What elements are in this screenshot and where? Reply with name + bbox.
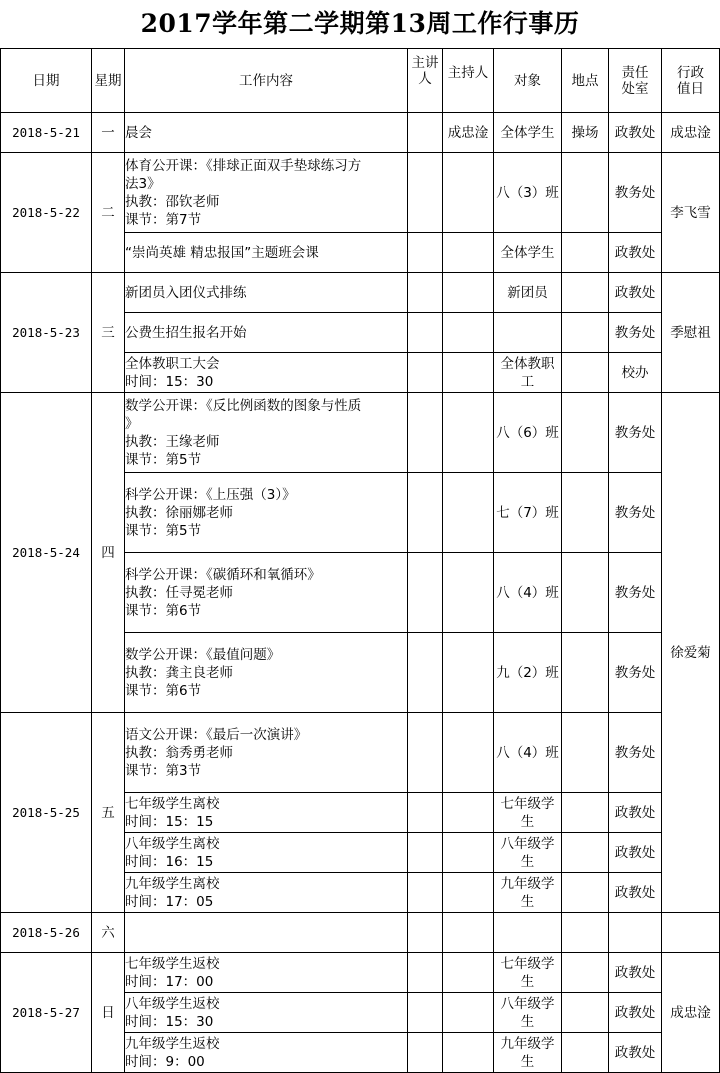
host-cell <box>443 633 494 713</box>
dept-cell: 教务处 <box>609 633 662 713</box>
audience-line: 八（4） <box>496 584 546 601</box>
header-date: 日期 <box>1 49 92 113</box>
dept-cell: 政教处 <box>609 1033 662 1073</box>
host-cell <box>443 353 494 393</box>
event-content <box>125 393 408 473</box>
location-cell <box>562 393 609 473</box>
audience-line: 全体教职 <box>500 355 555 372</box>
event-content-line: “崇尚英雄 精忠报国”主题班会课 <box>125 244 319 261</box>
table-row <box>1 393 720 473</box>
speaker-cell <box>408 633 443 713</box>
host-cell <box>443 953 494 993</box>
event-content <box>125 553 408 633</box>
event-content <box>125 153 408 233</box>
audience-cell <box>494 473 562 553</box>
audience-cell <box>494 393 562 473</box>
speaker-cell <box>408 153 443 233</box>
weekday-cell: 四 <box>92 393 125 713</box>
event-content-line: 执教：徐丽娜老师 <box>125 504 233 521</box>
event-content-line: 九年级学生离校 <box>125 875 220 892</box>
event-content-line: 课节：第3节 <box>125 762 202 779</box>
speaker-cell <box>408 273 443 313</box>
location-cell <box>562 233 609 273</box>
audience-line: 班 <box>545 664 559 681</box>
event-content-line: 》 <box>125 415 139 432</box>
location-cell <box>562 353 609 393</box>
audience-line: 生 <box>520 973 535 990</box>
table-row <box>1 153 720 233</box>
date-cell: 2018-5-27 <box>1 953 92 1073</box>
event-content-line: 课节：第5节 <box>125 451 202 468</box>
host-cell <box>443 553 494 633</box>
audience-cell <box>494 113 562 153</box>
weekday-cell: 五 <box>92 713 125 913</box>
audience-line: 生 <box>520 893 535 910</box>
event-content-line: 时间：15：15 <box>125 813 214 830</box>
speaker-cell <box>408 313 443 353</box>
event-content-line: 课节：第6节 <box>125 602 202 619</box>
header-row <box>1 49 720 113</box>
weekday-cell: 六 <box>92 913 125 953</box>
event-content <box>125 1033 408 1073</box>
dept-cell: 教务处 <box>609 313 662 353</box>
dept-cell: 教务处 <box>609 473 662 553</box>
header-dept <box>609 49 662 113</box>
audience-line: 八（6） <box>496 424 546 441</box>
event-content-line: 时间：17：05 <box>125 893 214 910</box>
event-content-line: 科学公开课：《上压强（3）》 <box>125 486 296 503</box>
location-cell <box>562 793 609 833</box>
date-cell: 2018-5-25 <box>1 713 92 913</box>
table-row <box>1 713 720 793</box>
audience-line: 九年级学 <box>500 875 555 892</box>
host-cell <box>443 913 494 953</box>
audience-line: 生 <box>520 1013 535 1030</box>
event-content-line: 时间：17：00 <box>125 973 214 990</box>
audience-cell <box>494 873 562 913</box>
host-cell <box>443 153 494 233</box>
audience-line: 七（7） <box>496 504 546 521</box>
event-content-line: 数学公开课：《反比例函数的图象与性质 <box>125 397 362 414</box>
dept-cell: 教务处 <box>609 393 662 473</box>
location-cell <box>562 473 609 553</box>
weekday-cell: 二 <box>92 153 125 273</box>
event-content-line: 八年级学生离校 <box>125 835 220 852</box>
table-row <box>1 113 720 153</box>
speaker-cell <box>408 233 443 273</box>
speaker-cell <box>408 113 443 153</box>
speaker-cell <box>408 953 443 993</box>
event-content-line: 全体教职工大会 <box>125 355 220 372</box>
event-content <box>125 633 408 713</box>
audience-cell <box>494 793 562 833</box>
header-duty <box>662 49 720 113</box>
date-cell: 2018-5-26 <box>1 913 92 953</box>
dept-cell: 政教处 <box>609 873 662 913</box>
audience-cell <box>494 1033 562 1073</box>
location-cell <box>562 273 609 313</box>
audience-line: 九年级学 <box>500 1035 555 1052</box>
host-cell: 成忠淦 <box>443 113 494 153</box>
duty-cell: 成忠淦 <box>662 953 720 1073</box>
header-duty-line: 值日 <box>677 80 704 97</box>
audience-line: 新团员 <box>507 284 548 301</box>
audience-line: 全体学生 <box>500 124 555 141</box>
audience-line: 班 <box>545 504 559 521</box>
host-cell <box>443 873 494 913</box>
table-row <box>1 953 720 993</box>
header-speaker-line: 主讲 <box>411 55 439 71</box>
event-content-line: 执教：翁秀勇老师 <box>125 744 233 761</box>
location-cell <box>562 553 609 633</box>
event-content-line: 课节：第5节 <box>125 522 202 539</box>
event-content-line: 七年级学生离校 <box>125 795 220 812</box>
event-content <box>125 793 408 833</box>
dept-cell: 政教处 <box>609 833 662 873</box>
audience-line: 八（4） <box>496 744 546 761</box>
page-title: 2017学年第二学期第13周工作行事历 <box>140 9 580 38</box>
event-content-line: 时间：15：30 <box>125 1013 214 1030</box>
audience-line: 班 <box>545 584 559 601</box>
audience-line: 八年级学 <box>500 835 555 852</box>
host-cell <box>443 233 494 273</box>
location-cell <box>562 713 609 793</box>
audience-cell <box>494 153 562 233</box>
table-row <box>1 273 720 313</box>
audience-line: 八（3） <box>496 184 546 201</box>
event-content-line: 新团员入团仪式排练 <box>125 284 247 301</box>
header-speaker <box>408 49 443 113</box>
event-content-line: 时间：16：15 <box>125 853 214 870</box>
dept-cell: 政教处 <box>609 233 662 273</box>
event-content-line: 执教：王缘老师 <box>125 433 220 450</box>
host-cell <box>443 833 494 873</box>
speaker-cell <box>408 913 443 953</box>
audience-cell <box>494 713 562 793</box>
speaker-cell <box>408 353 443 393</box>
host-cell <box>443 993 494 1033</box>
event-content-line: 九年级学生返校 <box>125 1035 220 1052</box>
event-content-line: 执教：龚主良老师 <box>125 664 233 681</box>
date-cell: 2018-5-23 <box>1 273 92 393</box>
event-content-line: 七年级学生返校 <box>125 955 220 972</box>
duty-cell: 李飞雪 <box>662 153 720 273</box>
event-content-line: 晨会 <box>125 124 152 141</box>
audience-line: 班 <box>545 424 559 441</box>
event-content-line: 法3》 <box>125 175 161 192</box>
host-cell <box>443 273 494 313</box>
weekday-cell: 日 <box>92 953 125 1073</box>
event-content-line: 课节：第6节 <box>125 682 202 699</box>
event-content-line: 时间：9：00 <box>125 1053 205 1070</box>
event-content-line: 执教：任寻冕老师 <box>125 584 233 601</box>
audience-line: 全体学生 <box>500 244 555 261</box>
location-cell <box>562 313 609 353</box>
host-cell <box>443 713 494 793</box>
speaker-cell <box>408 793 443 833</box>
date-cell: 2018-5-24 <box>1 393 92 713</box>
speaker-cell <box>408 713 443 793</box>
speaker-cell <box>408 1033 443 1073</box>
location-cell <box>562 993 609 1033</box>
audience-line: 生 <box>520 853 535 870</box>
event-content <box>125 353 408 393</box>
speaker-cell <box>408 833 443 873</box>
header-speaker-line: 人 <box>418 71 432 87</box>
dept-cell: 政教处 <box>609 993 662 1033</box>
audience-cell <box>494 233 562 273</box>
speaker-cell <box>408 993 443 1033</box>
audience-cell <box>494 993 562 1033</box>
header-content: 工作内容 <box>125 49 408 113</box>
event-content-line: 执教：邵钦老师 <box>125 193 220 210</box>
location-cell <box>562 953 609 993</box>
event-content <box>125 313 408 353</box>
weekday-cell: 一 <box>92 113 125 153</box>
header-dept-line: 处室 <box>621 80 649 97</box>
audience-line: 工 <box>520 373 535 390</box>
schedule-body <box>1 113 720 1073</box>
audience-line: 生 <box>520 1053 535 1070</box>
header-audience: 对象 <box>494 49 562 113</box>
speaker-cell <box>408 393 443 473</box>
location-cell <box>562 633 609 713</box>
event-content <box>125 233 408 273</box>
weekday-cell: 三 <box>92 273 125 393</box>
audience-line: 八年级学 <box>500 995 555 1012</box>
dept-cell: 政教处 <box>609 113 662 153</box>
header-location: 地点 <box>562 49 609 113</box>
header-host: 主持人 <box>443 49 494 113</box>
audience-line: 班 <box>545 744 559 761</box>
location-cell <box>562 873 609 913</box>
table-row <box>1 913 720 953</box>
location-cell <box>562 153 609 233</box>
audience-line: 班 <box>545 184 559 201</box>
duty-cell <box>662 913 720 953</box>
dept-cell: 政教处 <box>609 953 662 993</box>
event-content-line: 公费生招生报名开始 <box>125 324 247 341</box>
audience-cell <box>494 353 562 393</box>
header-duty-line: 行政 <box>677 64 704 81</box>
event-content-line: 八年级学生返校 <box>125 995 220 1012</box>
host-cell <box>443 393 494 473</box>
dept-cell: 教务处 <box>609 553 662 633</box>
host-cell <box>443 1033 494 1073</box>
host-cell <box>443 793 494 833</box>
event-content <box>125 993 408 1033</box>
event-content <box>125 833 408 873</box>
schedule-table <box>0 48 720 1073</box>
dept-cell: 校办 <box>609 353 662 393</box>
speaker-cell <box>408 473 443 553</box>
dept-cell: 政教处 <box>609 793 662 833</box>
event-content <box>125 273 408 313</box>
date-cell: 2018-5-21 <box>1 113 92 153</box>
duty-cell: 成忠淦 <box>662 113 720 153</box>
location-cell <box>562 913 609 953</box>
location-cell <box>562 1033 609 1073</box>
audience-cell <box>494 633 562 713</box>
event-content-line: 时间：15：30 <box>125 373 214 390</box>
location-cell: 操场 <box>562 113 609 153</box>
dept-cell <box>609 913 662 953</box>
dept-cell: 教务处 <box>609 153 662 233</box>
host-cell <box>443 313 494 353</box>
header-weekday: 星期 <box>92 49 125 113</box>
host-cell <box>443 473 494 553</box>
event-content <box>125 713 408 793</box>
location-cell <box>562 833 609 873</box>
audience-cell <box>494 953 562 993</box>
event-content-line: 科学公开课：《碳循环和氧循环》 <box>125 566 321 583</box>
duty-cell: 徐爱菊 <box>662 393 720 913</box>
event-content-line: 体育公开课：《排球正面双手垫球练习方 <box>125 157 362 174</box>
audience-cell <box>494 313 562 353</box>
event-content <box>125 113 408 153</box>
event-content <box>125 473 408 553</box>
audience-line: 九（2） <box>496 664 546 681</box>
header-dept-line: 责任 <box>621 64 649 81</box>
duty-cell: 季慰祖 <box>662 273 720 393</box>
event-content <box>125 913 408 953</box>
audience-line: 七年级学 <box>500 795 555 812</box>
event-content-line: 语文公开课：《最后一次演讲》 <box>125 726 308 743</box>
audience-cell <box>494 553 562 633</box>
audience-cell <box>494 913 562 953</box>
audience-line: 生 <box>520 813 535 830</box>
event-content <box>125 953 408 993</box>
dept-cell: 政教处 <box>609 273 662 313</box>
event-content-line: 课节：第7节 <box>125 211 202 228</box>
audience-line: 七年级学 <box>500 955 555 972</box>
speaker-cell <box>408 553 443 633</box>
dept-cell: 教务处 <box>609 713 662 793</box>
event-content-line: 数学公开课：《最值问题》 <box>125 646 281 663</box>
speaker-cell <box>408 873 443 913</box>
event-content <box>125 873 408 913</box>
date-cell: 2018-5-22 <box>1 153 92 273</box>
audience-cell <box>494 273 562 313</box>
audience-cell <box>494 833 562 873</box>
